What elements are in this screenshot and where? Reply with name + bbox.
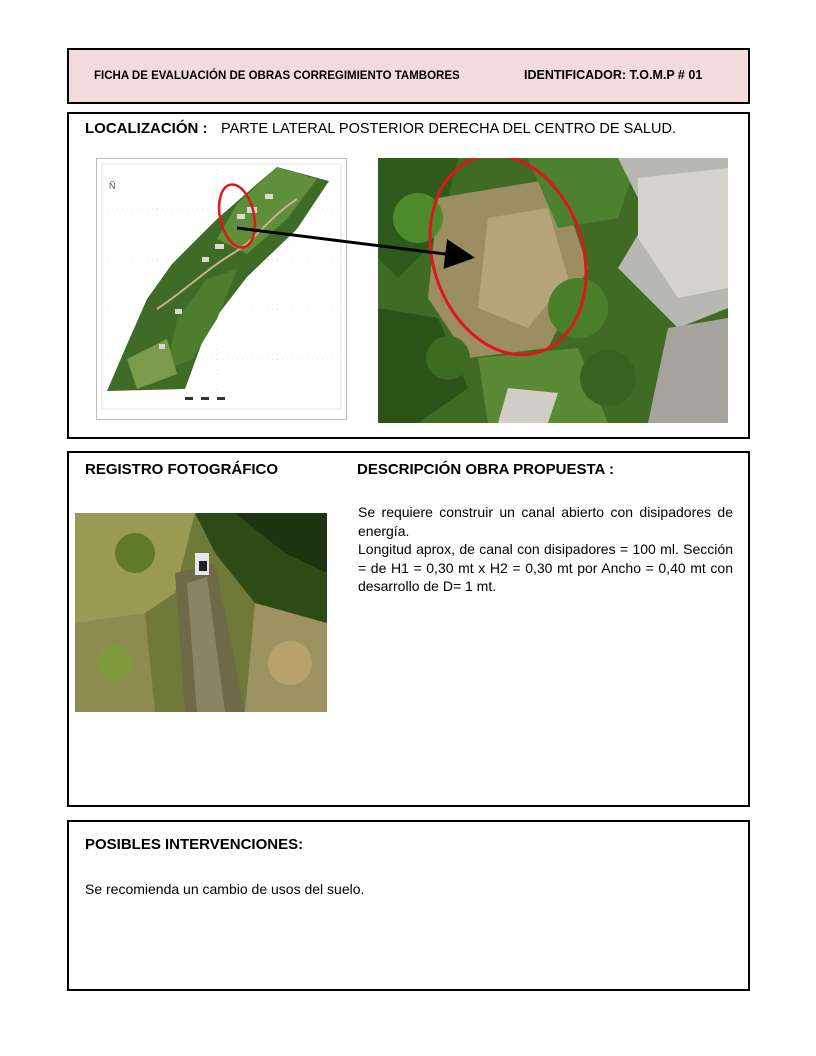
form-title: FICHA DE EVALUACIÓN DE OBRAS CORREGIMIENTO TAMBORES: [94, 70, 460, 82]
map-image: [97, 159, 346, 419]
description-label: DESCRIPCIÓN OBRA PROPUESTA :: [357, 461, 614, 478]
site-photo: [75, 513, 327, 712]
description-line: Longitud aprox, de canal con disipadores = 100 ml. Sección = de H1 = 0,30 mt x H2 = 0,30 mt por Ancho = 0,40 mt con desarrollo de D= 1 mt.: [358, 541, 733, 594]
description-line: Se requiere construir un canal abierto con disipadores de energía.: [358, 504, 733, 539]
svg-text:Ñ: Ñ: [109, 181, 116, 191]
form-identifier: IDENTIFICADOR: T.O.M.P # 01: [524, 68, 703, 82]
aerial-photo: [378, 158, 728, 423]
interventions-label: POSIBLES INTERVENCIONES:: [85, 836, 304, 853]
location-label: LOCALIZACIÓN :: [85, 120, 208, 137]
register-section: [67, 451, 750, 807]
photo-register-label: REGISTRO FOTOGRÁFICO: [85, 461, 279, 478]
location-value: PARTE LATERAL POSTERIOR DERECHA DEL CENTRO DE SALUD.: [221, 121, 676, 137]
description-text: [358, 503, 733, 596]
header-box: [67, 48, 750, 104]
location-map: [96, 158, 347, 420]
aerial-image: [378, 158, 728, 423]
interventions-text: Se recomienda un cambio de usos del suelo.: [85, 881, 365, 897]
interventions-section: [67, 820, 750, 991]
location-section: [67, 112, 750, 439]
channel-photo: [75, 513, 327, 712]
